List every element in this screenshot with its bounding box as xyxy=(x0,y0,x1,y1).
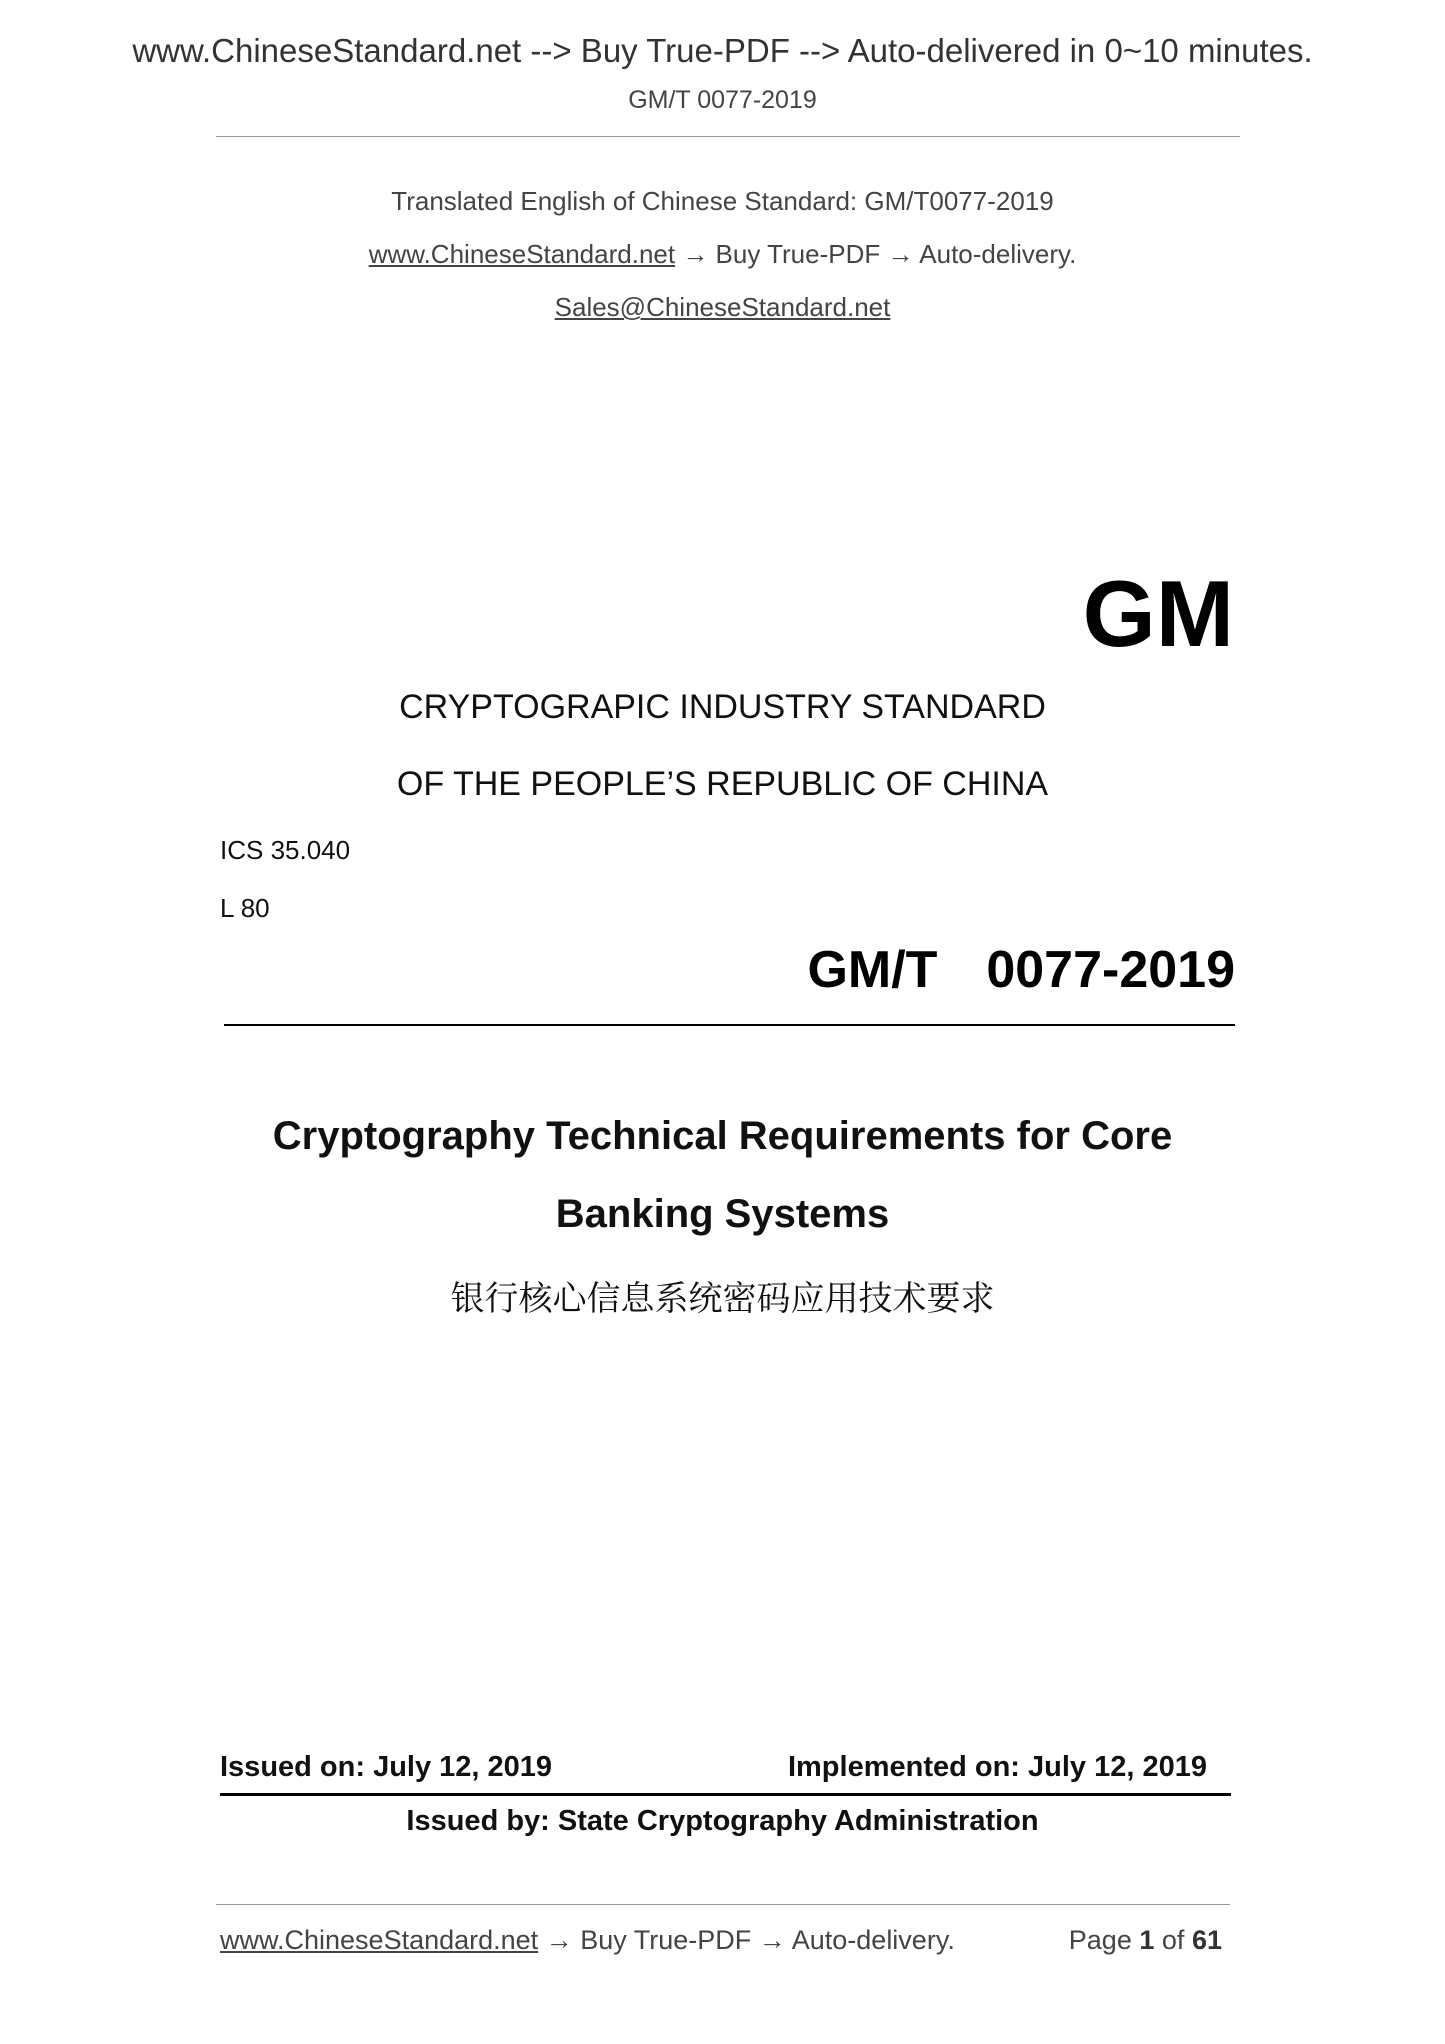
site-line-text: → Buy True-PDF → Auto-delivery. xyxy=(675,239,1077,269)
page-current: 1 xyxy=(1139,1925,1155,1955)
page-label: Page xyxy=(1068,1925,1132,1955)
issued-on: Issued on: July 12, 2019 xyxy=(220,1751,553,1783)
title-line-2: Banking Systems xyxy=(555,1192,890,1236)
page-of: of xyxy=(1161,1925,1185,1955)
footer-site-line xyxy=(220,1925,955,1956)
standard-number: GM/T 0077-2019 xyxy=(807,941,1235,999)
site-link[interactable]: www.ChineseStandard.net xyxy=(368,239,676,269)
translated-note: Translated English of Chinese Standard: GM/T0077-2019 xyxy=(391,186,1054,216)
page-indicator xyxy=(1069,1925,1222,1956)
email-line xyxy=(0,292,1445,323)
chinese-title: 银行核心信息系统密码应用技术要求 xyxy=(450,1279,995,1319)
ics-code: ICS 35.040 xyxy=(220,835,351,865)
issued-by: Issued by: State Cryptography Administration xyxy=(406,1805,1039,1837)
issue-divider xyxy=(220,1793,1231,1796)
footer-site-link[interactable]: www.ChineseStandard.net xyxy=(220,1925,539,1955)
classification-code: L 80 xyxy=(220,893,270,923)
implemented-on: Implemented on: July 12, 2019 xyxy=(787,1751,1207,1783)
header-divider xyxy=(216,136,1240,137)
gm-logo: GM xyxy=(1082,561,1234,666)
title-line-1: Cryptography Technical Requirements for Core xyxy=(272,1114,1173,1158)
email-link[interactable]: Sales@ChineseStandard.net xyxy=(554,292,891,322)
site-line xyxy=(0,239,1445,270)
header-doc-code: GM/T 0077-2019 xyxy=(628,86,817,114)
footer-divider xyxy=(216,1904,1230,1905)
footer-site-text: → Buy True-PDF → Auto-delivery. xyxy=(538,1925,955,1955)
top-banner: www.ChineseStandard.net --> Buy True-PDF --> Auto-delivered in 0~10 minutes. xyxy=(132,32,1313,69)
page-total: 61 xyxy=(1191,1925,1222,1955)
standard-line-2: OF THE PEOPLE’S REPUBLIC OF CHINA xyxy=(396,765,1049,803)
number-divider xyxy=(224,1024,1235,1026)
standard-line-1: CRYPTOGRAPIC INDUSTRY STANDARD xyxy=(399,688,1046,726)
